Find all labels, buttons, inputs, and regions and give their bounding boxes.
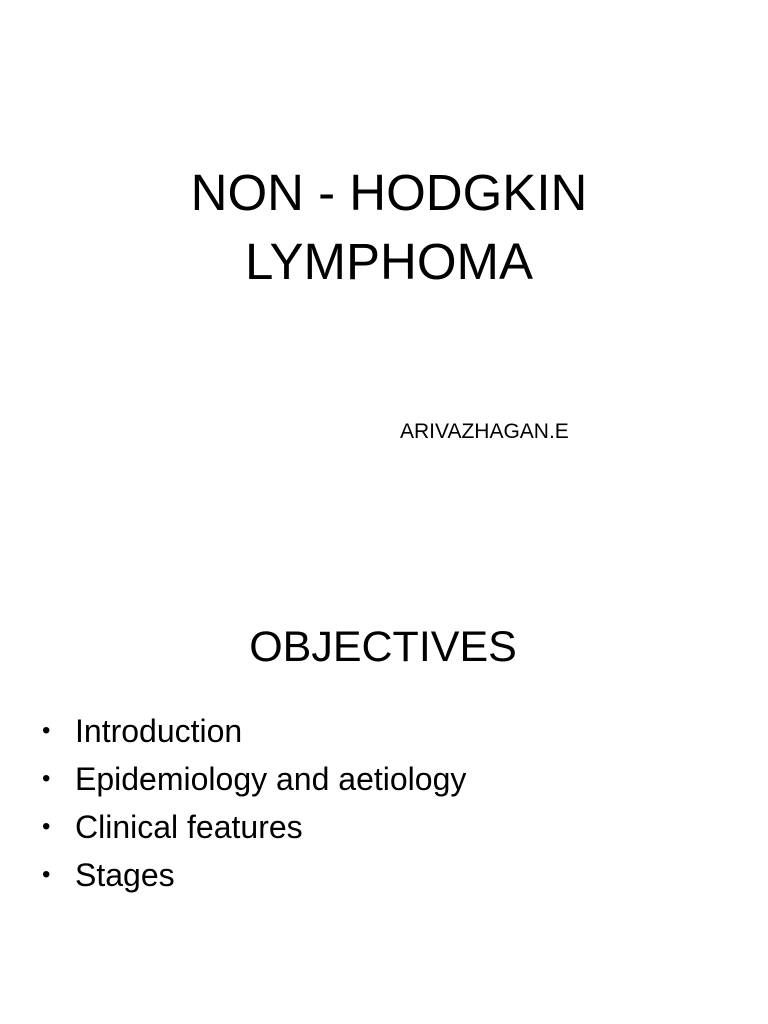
list-item [0, 811, 700, 851]
presentation-title-line-1: NON - HODGKIN [190, 164, 588, 221]
bullet-icon: • [42, 813, 51, 840]
presentation-title-line-2: LYMPHOMA [244, 233, 534, 290]
list-item [0, 763, 700, 803]
bullet-icon: • [42, 861, 51, 888]
slide-title: OBJECTIVES [249, 623, 517, 671]
objectives-slide [0, 576, 768, 1024]
bullet-icon: • [42, 717, 51, 744]
bullet-text: Clinical features [75, 809, 303, 845]
bullet-text: Epidemiology and aetiology [75, 761, 467, 797]
list-item [0, 715, 700, 755]
list-item [0, 859, 700, 899]
bullet-icon: • [42, 765, 51, 792]
author-name: ARIVAZHAGAN.E [400, 420, 569, 443]
bullet-text: Stages [75, 857, 175, 893]
bullet-text: Introduction [75, 713, 243, 749]
